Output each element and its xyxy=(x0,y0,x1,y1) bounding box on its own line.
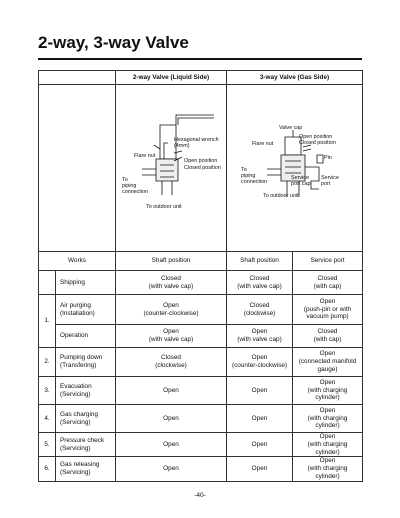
label-to-outdoor-2way: To outdoor unit xyxy=(146,204,182,210)
row-shaft-2way: Open (counter-clockwise) xyxy=(116,295,227,325)
label-to-piping-3way: To piping connection xyxy=(241,167,268,186)
label-service-port-cap: Service port cap xyxy=(291,175,311,188)
row-shaft-2way: Open xyxy=(116,377,227,405)
row-service-port: Open (with charging cylinder) xyxy=(293,377,363,405)
table-row xyxy=(39,405,363,433)
table-row xyxy=(39,295,363,325)
col-shaft-3way: Shaft position xyxy=(227,252,293,271)
row-shaft-3way: Open xyxy=(227,405,293,433)
row-work: Evacuation (Servicing) xyxy=(56,377,116,405)
diagram-3way-cell xyxy=(227,85,363,252)
label-valve-cap: Valve cap xyxy=(279,125,303,131)
row-service-port: Open (with charging cylinder) xyxy=(293,433,363,457)
row-work: Pumping down (Transfering) xyxy=(56,348,116,377)
row-num xyxy=(39,271,56,295)
row-shaft-3way: Open xyxy=(227,433,293,457)
label-service-port: Service port xyxy=(321,175,339,188)
col-service-port: Service port xyxy=(293,252,363,271)
page-title: 2-way, 3-way Valve xyxy=(38,33,189,52)
label-to-outdoor-3way: To outdoor unit xyxy=(263,193,299,199)
valve-table xyxy=(38,70,363,482)
row-service-port: Open (connected manifold gauge) xyxy=(293,348,363,377)
col-shaft-2way: Shaft position xyxy=(116,252,227,271)
diagram-2way xyxy=(116,85,226,251)
row-work: Gas charging (Servicing) xyxy=(56,405,116,433)
label-closed-position-3way: Closed position xyxy=(299,140,336,146)
label-open-position-2way: Open position xyxy=(184,158,218,164)
row-shaft-3way: Closed (clockwise) xyxy=(227,295,293,325)
table-row xyxy=(39,457,363,481)
label-closed-position-2way: Closed position xyxy=(184,165,221,171)
row-shaft-3way: Open xyxy=(227,457,293,481)
row-service-port: Open (push-pin or with vacuum pump) xyxy=(293,295,363,325)
table-row xyxy=(39,325,363,348)
page-number: -40- xyxy=(194,492,206,499)
row-work: Gas releasing (Servicing) xyxy=(56,457,116,481)
row-num: 3. xyxy=(39,377,56,405)
diagram-3way xyxy=(227,85,362,251)
table-row xyxy=(39,433,363,457)
row-work: Pressure check (Servicing) xyxy=(56,433,116,457)
row-shaft-3way: Open (counter-clockwise) xyxy=(227,348,293,377)
row-num: 2. xyxy=(39,348,56,377)
label-hex-wrench: Hexagonal wrench (4mm) xyxy=(174,137,219,150)
row-num-merged: 1. xyxy=(39,295,56,348)
row-shaft-2way: Open xyxy=(116,457,227,481)
table-row xyxy=(39,348,363,377)
row-shaft-2way: Open xyxy=(116,433,227,457)
row-service-port: Closed (with cap) xyxy=(293,271,363,295)
row-shaft-3way: Open xyxy=(227,377,293,405)
header-3way: 3-way Valve (Gas Side) xyxy=(227,71,363,85)
column-label-row xyxy=(39,252,363,271)
diagram-blank xyxy=(39,85,116,252)
title-rule xyxy=(38,58,362,60)
row-shaft-3way: Closed (with valve cap) xyxy=(227,271,293,295)
row-service-port: Open (with charging cylinder) xyxy=(293,457,363,481)
row-shaft-2way: Closed (with valve cap) xyxy=(116,271,227,295)
col-works: Works xyxy=(39,252,116,271)
table-row xyxy=(39,271,363,295)
row-work: Operation xyxy=(56,325,116,348)
label-flare-nut-3way: Flare nut xyxy=(252,141,274,147)
diagram-row xyxy=(39,85,363,252)
header-blank xyxy=(39,71,116,85)
label-to-piping-2way: To piping connection xyxy=(122,177,149,196)
row-shaft-2way: Open xyxy=(116,405,227,433)
diagram-2way-cell xyxy=(116,85,227,252)
row-num: 5. xyxy=(39,433,56,457)
row-shaft-3way: Open (with valve cap) xyxy=(227,325,293,348)
label-pin: Pin xyxy=(324,155,332,161)
table-row xyxy=(39,377,363,405)
row-shaft-2way: Open (with valve cap) xyxy=(116,325,227,348)
label-flare-nut-2way: Flare nut xyxy=(134,153,156,159)
row-work: Shipping xyxy=(56,271,116,295)
row-num: 4. xyxy=(39,405,56,433)
header-2way: 2-way Valve (Liquid Side) xyxy=(116,71,227,85)
row-shaft-2way: Closed (clockwise) xyxy=(116,348,227,377)
row-service-port: Closed (with cap) xyxy=(293,325,363,348)
row-work: Air purging (Installation) xyxy=(56,295,116,325)
row-num: 6. xyxy=(39,457,56,481)
label-open-position-3way: Open position xyxy=(299,134,333,140)
header-row xyxy=(39,71,363,85)
row-service-port: Open (with charging cylinder) xyxy=(293,405,363,433)
